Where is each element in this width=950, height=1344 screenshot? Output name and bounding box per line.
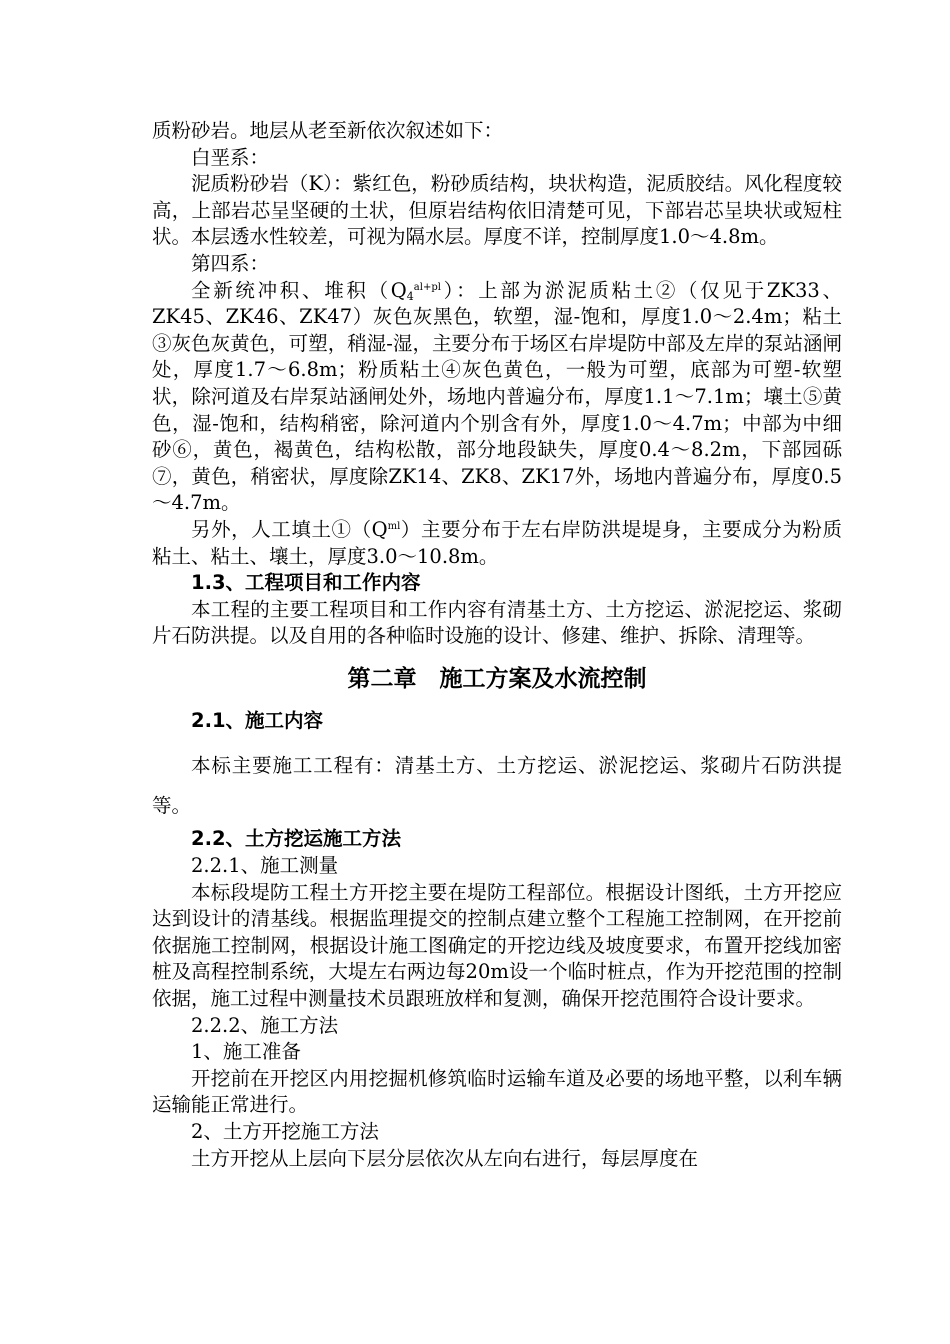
holocene-body: ）：上部为淤泥质粘土②（仅见于ZK33、ZK45、ZK46、ZK47）灰色灰黑色，软塑，湿-饱和，厚度1.0～2.4m；粘土③灰色灰黄色，可塑，稍湿-湿，主要分布于场区右岸堤防中部及左岸的泵站涵闸处，厚度1.7～6.8m；粉质粘土④灰色黄色，一般为可塑，底部为可塑-软塑状，除河道及右岸泵站涵闸处外，场地内普遍分布，厚度1.1～7.1m；壤土⑤黄色，湿-饱和，结构稍密，除河道内个别含有外，厚度1.0～4.7m；中部为中细砂⑥，黄色，褐黄色，结构松散，部分地段缺失，厚度0.4～8.2m，下部园砾⑦，黄色，稍密状，厚度除ZK14、ZK8、ZK17外，场地内普遍分布，厚度0.5～4.7m。 — [152, 278, 842, 515]
heading-2-2-1: 2.2.1、施工测量 — [191, 854, 339, 878]
holocene-superscript: al+pl — [413, 281, 441, 293]
chapter-2-title: 第二章 施工方案及水流控制 — [347, 665, 647, 692]
fill-lead: 另外，人工填土①（Q — [191, 517, 388, 541]
fill-body: ）主要分布于左右岸防洪堤堤身，主要成分为粉质粘土、粘土、壤土，厚度3.0～10.8m。 — [152, 517, 842, 568]
holocene-subscript: 4 — [406, 289, 414, 303]
paragraph-continuation: 质粉砂岩。地层从老至新依次叙述如下： — [152, 119, 504, 142]
paragraph-construction-content: 本标主要施工工程有：清基土方、土方挖运、淤泥挖运、浆砌片石防洪提等。 — [152, 754, 842, 818]
paragraph-survey: 本标段堤防工程土方开挖主要在堤防工程部位。根据设计图纸，土方开挖应达到设计的清基线。根据监理提交的控制点建立整个工程施工控制网，在开挖前依据施工控制网，根据设计施工图确定的开挖边线及坡度要求，布置开挖线加密桩及高程控制系统，大堤左右两边每20m设一个临时桩点，作为开挖范围的控制依据，施工过程中测量技术员跟班放样和复测，确保开挖范围符合设计要求。 — [152, 880, 842, 1011]
paragraph-holocene — [152, 278, 842, 517]
item-2-excavation: 2、土方开挖施工方法 — [191, 1120, 379, 1143]
heading-2-2: 2.2、土方挖运施工方法 — [191, 827, 402, 851]
label-quaternary: 第四系： — [191, 251, 270, 275]
document-page — [152, 118, 842, 1172]
heading-2-1: 2.1、施工内容 — [191, 708, 324, 732]
paragraph-siltstone: 泥质粉砂岩（K）：紫红色，粉砂质结构，块状构造，泥质胶结。风化程度较高，上部岩芯呈坚硬的土状，但原岩结构依旧清楚可见，下部岩芯呈块状或短柱状。本层透水性较差，可视为隔水层。厚度不详，控制厚度1.0～4.8m。 — [152, 172, 842, 249]
heading-2-2-2: 2.2.2、施工方法 — [191, 1013, 339, 1037]
label-cretaceous: 白垩系： — [191, 145, 270, 169]
heading-1-3: 1.3、工程项目和工作内容 — [191, 571, 421, 595]
paragraph-artificial-fill — [152, 517, 842, 570]
item-1-preparation: 1、施工准备 — [191, 1040, 301, 1064]
holocene-lead: 全新统冲积、堆积（Q — [191, 278, 407, 302]
paragraph-preparation: 开挖前在开挖区内用挖掘机修筑临时运输车道及必要的场地平整，以利车辆运输能正常进行。 — [152, 1066, 842, 1117]
fill-superscript: ml — [387, 520, 401, 532]
paragraph-project-items: 本工程的主要工程项目和工作内容有清基土方、土方挖运、淤泥挖运、浆砌片石防洪提。以及自用的各种临时设施的设计、修建、维护、拆除、清理等。 — [152, 597, 842, 648]
paragraph-excavation: 土方开挖从上层向下层分层依次从左向右进行，每层厚度在 — [191, 1146, 699, 1170]
